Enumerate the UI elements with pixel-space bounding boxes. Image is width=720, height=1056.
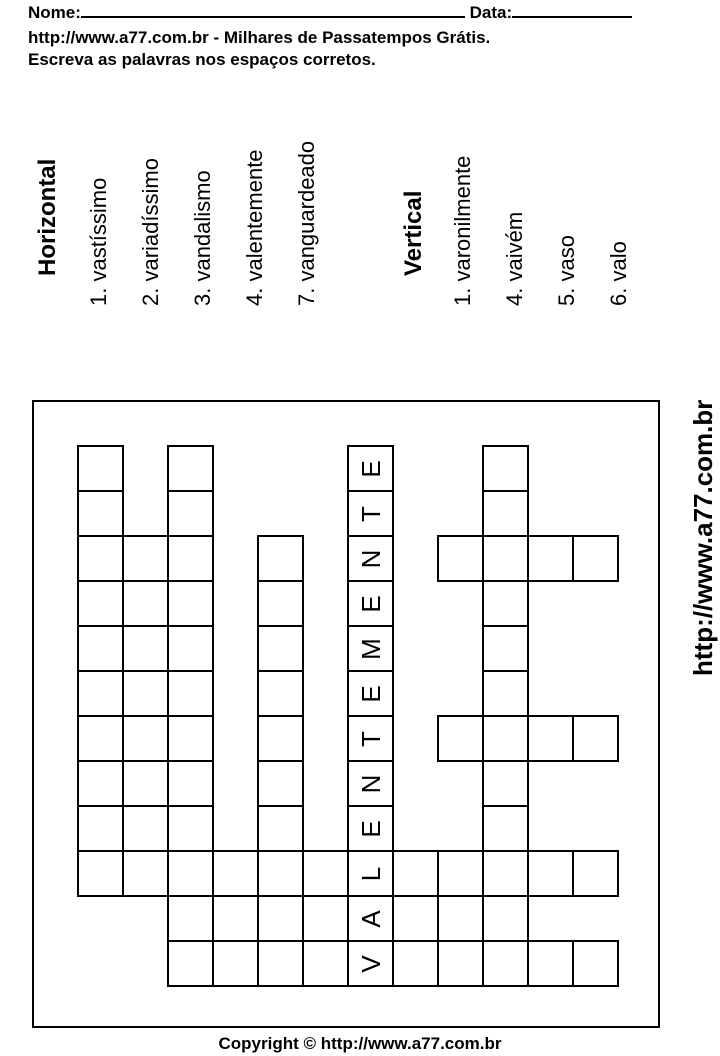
name-label: Nome: (28, 3, 81, 22)
horizontal-word: 1. vastíssimo (86, 177, 111, 306)
grid-cell[interactable] (122, 805, 169, 852)
date-label: Data: (469, 3, 513, 22)
grid-cell[interactable] (572, 535, 619, 582)
grid-cell (347, 625, 394, 672)
grid-cell (347, 760, 394, 807)
cell-letter: M (355, 637, 386, 660)
grid-cell[interactable] (122, 670, 169, 717)
cell-letter: N (355, 549, 386, 568)
cell-letter: V (355, 954, 386, 973)
grid-cell[interactable] (167, 940, 214, 987)
grid-cell[interactable] (437, 940, 484, 987)
grid-cell[interactable] (212, 940, 259, 987)
grid-cell[interactable] (437, 850, 484, 897)
cell-letter: N (355, 774, 386, 793)
side-url: http://www.a77.com.br (688, 399, 718, 676)
grid-cell[interactable] (482, 535, 529, 582)
grid-cell[interactable] (77, 760, 124, 807)
vertical-word: 1. varonilmente (450, 155, 475, 306)
grid-cell[interactable] (167, 670, 214, 717)
grid-cell (347, 670, 394, 717)
grid-cell[interactable] (302, 895, 349, 942)
instructions: Escreva as palavras nos espaços corretos. (28, 50, 376, 69)
grid-cell[interactable] (527, 940, 574, 987)
cell-letter: E (355, 819, 386, 838)
vertical-word: 5. vaso (554, 235, 579, 306)
grid-cell[interactable] (482, 715, 529, 762)
grid-cell[interactable] (437, 715, 484, 762)
vertical-word: 4. vaivém (502, 211, 527, 306)
cell-letter: T (355, 730, 386, 747)
grid-cell[interactable] (77, 805, 124, 852)
grid-cell[interactable] (482, 760, 529, 807)
grid-cell[interactable] (167, 625, 214, 672)
grid-cell (347, 535, 394, 582)
grid-cell[interactable] (257, 580, 304, 627)
cell-letter: T (355, 505, 386, 522)
grid-cell[interactable] (212, 895, 259, 942)
horizontal-word: 2. variadíssimo (138, 158, 163, 306)
grid-cell[interactable] (527, 535, 574, 582)
grid-cell[interactable] (257, 670, 304, 717)
grid-cell[interactable] (167, 760, 214, 807)
grid-cell[interactable] (77, 850, 124, 897)
grid-cell[interactable] (122, 850, 169, 897)
grid-cell[interactable] (482, 445, 529, 492)
grid-cell[interactable] (257, 895, 304, 942)
grid-cell[interactable] (77, 670, 124, 717)
grid-cell[interactable] (257, 760, 304, 807)
grid-cell (347, 490, 394, 537)
grid-cell[interactable] (257, 715, 304, 762)
grid-cell[interactable] (167, 445, 214, 492)
grid-cell (347, 940, 394, 987)
horizontal-title: Horizontal (34, 158, 61, 276)
grid-cell[interactable] (167, 805, 214, 852)
grid-cell[interactable] (77, 445, 124, 492)
grid-cell[interactable] (572, 850, 619, 897)
grid-cell (347, 850, 394, 897)
grid-cell[interactable] (482, 580, 529, 627)
grid-cell (347, 715, 394, 762)
grid-cell[interactable] (392, 850, 439, 897)
cell-letter: L (355, 866, 386, 881)
grid-cell[interactable] (122, 535, 169, 582)
grid-cell[interactable] (482, 490, 529, 537)
grid-cell[interactable] (482, 670, 529, 717)
grid-cell[interactable] (122, 760, 169, 807)
grid-cell[interactable] (122, 580, 169, 627)
grid-cell[interactable] (167, 535, 214, 582)
grid-cell[interactable] (482, 895, 529, 942)
grid-cell[interactable] (77, 625, 124, 672)
cell-letter: E (355, 594, 386, 613)
grid-cell[interactable] (257, 625, 304, 672)
grid-cell[interactable] (77, 535, 124, 582)
grid-cell[interactable] (527, 715, 574, 762)
grid-cell[interactable] (167, 850, 214, 897)
horizontal-word: 4. valentemente (242, 149, 267, 306)
grid-cell[interactable] (167, 895, 214, 942)
grid-cell[interactable] (122, 625, 169, 672)
grid-cell[interactable] (122, 715, 169, 762)
copyright-footer: Copyright © http://www.a77.com.br (218, 1034, 502, 1053)
cell-letter: E (355, 684, 386, 703)
grid-cell[interactable] (437, 535, 484, 582)
grid-cell[interactable] (527, 850, 574, 897)
grid-cell[interactable] (572, 715, 619, 762)
grid-cell[interactable] (77, 580, 124, 627)
grid-cell[interactable] (482, 805, 529, 852)
horizontal-word: 7. vanguardeado (294, 140, 319, 306)
grid-cell[interactable] (572, 940, 619, 987)
vertical-word: 6. valo (606, 241, 631, 306)
grid-cell[interactable] (212, 850, 259, 897)
grid-cell[interactable] (167, 490, 214, 537)
grid-cell[interactable] (302, 940, 349, 987)
cell-letter: A (355, 909, 386, 928)
cell-letter: E (355, 459, 386, 478)
vertical-title: Vertical (400, 190, 427, 276)
grid-cell[interactable] (257, 805, 304, 852)
grid-cell[interactable] (257, 535, 304, 582)
grid-cell (347, 445, 394, 492)
site-line: http://www.a77.com.br - Milhares de Passatempos Grátis. (28, 28, 491, 47)
grid-cell[interactable] (257, 850, 304, 897)
grid-cell[interactable] (302, 850, 349, 897)
grid-cell[interactable] (392, 895, 439, 942)
grid-cell (347, 895, 394, 942)
horizontal-word: 3. vandalismo (190, 170, 215, 306)
grid-cell[interactable] (482, 850, 529, 897)
grid-cell (347, 805, 394, 852)
grid-cell[interactable] (482, 940, 529, 987)
grid-cell[interactable] (257, 940, 304, 987)
grid-cell[interactable] (482, 625, 529, 672)
grid-cell (347, 580, 394, 627)
grid-cell[interactable] (392, 940, 439, 987)
grid-cell[interactable] (77, 490, 124, 537)
grid-cell[interactable] (167, 580, 214, 627)
grid-cell[interactable] (167, 715, 214, 762)
grid-cell[interactable] (77, 715, 124, 762)
